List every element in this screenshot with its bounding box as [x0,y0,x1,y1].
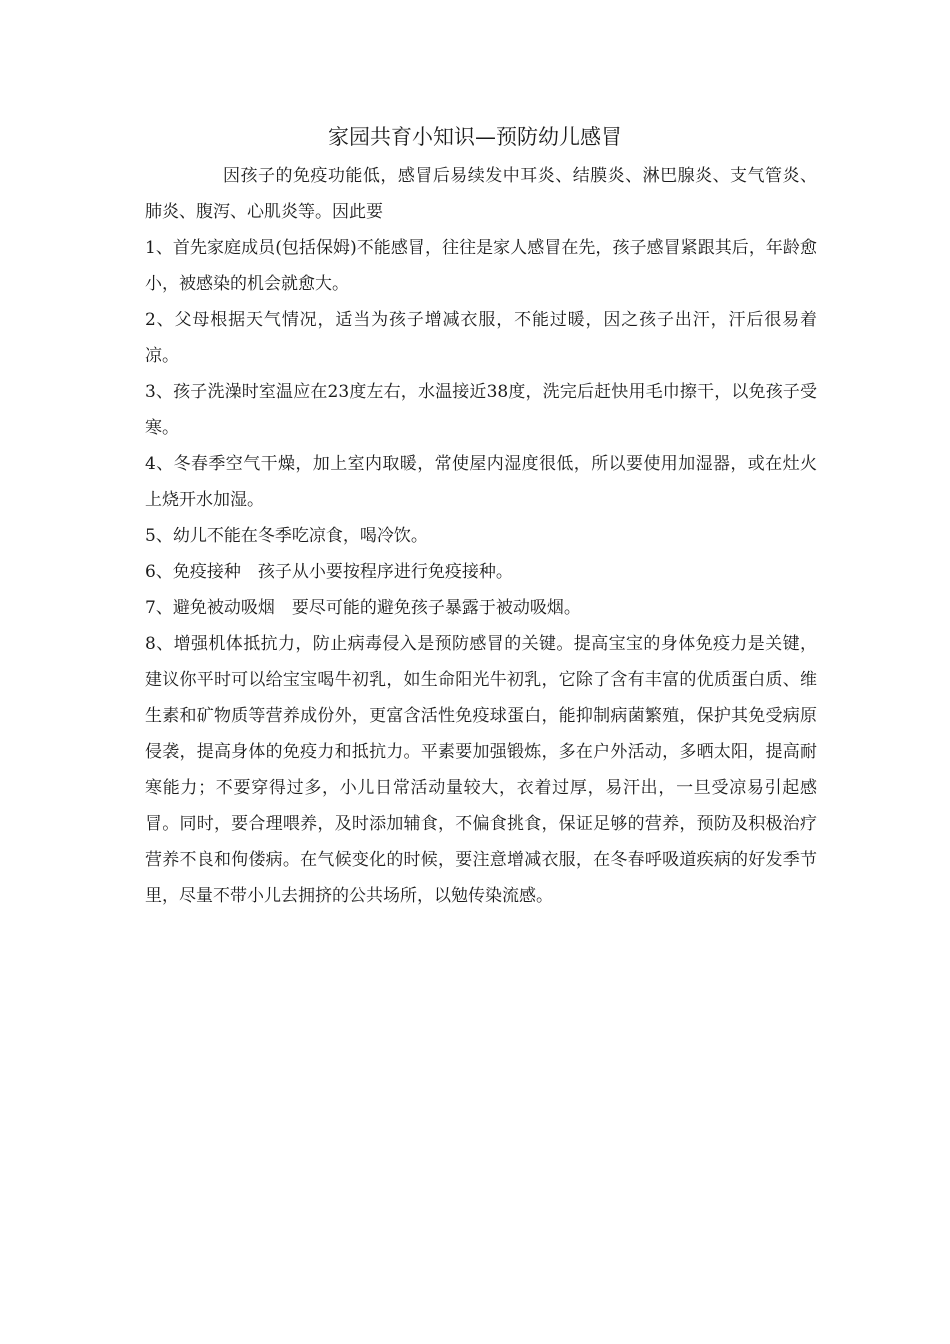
list-item-1: 1、首先家庭成员(包括保姆)不能感冒，往往是家人感冒在先，孩子感冒紧跟其后，年龄愈小，被感染的机会就愈大。 [145,238,817,294]
list-item-4: 4、冬春季空气干燥，加上室内取暖，常使屋内湿度很低，所以要使用加湿器，或在灶火上烧开水加湿。 [145,454,817,510]
list-item-7: 7、避免被动吸烟 要尽可能的避免孩子暴露于被动吸烟。 [145,598,581,618]
list-item-2: 2、父母根据天气情况，适当为孩子增减衣服，不能过暖，因之孩子出汗，汗后很易着凉。 [145,310,817,366]
list-item-3: 3、孩子洗澡时室温应在23度左右，水温接近38度，洗完后赶快用毛巾擦干，以免孩子受寒。 [145,382,817,438]
list-item-8: 8、增强机体抵抗力，防止病毒侵入是预防感冒的关键。提高宝宝的身体免疫力是关键，建议你平时可以给宝宝喝牛初乳，如生命阳光牛初乳，它除了含有丰富的优质蛋白质、维生素和矿物质等营养成份外，更富含活性免疫球蛋白，能抑制病菌繁殖，保护其免受病原侵袭，提高身体的免疫力和抵抗力。平素要加强锻炼，多在户外活动，多晒太阳，提高耐寒能力；不要穿得过多，小儿日常活动量较大，衣着过厚，易汗出，一旦受凉易引起感冒。同时，要合理喂养，及时添加辅食，不偏食挑食，保证足够的营养，预防及积极治疗营养不良和佝偻病。在气候变化的时候，要注意增减衣服，在冬春呼吸道疾病的好发季节里，尽量不带小儿去拥挤的公共场所，以勉传染流感。 [145,634,817,906]
list-item-6: 6、免疫接种 孩子从小要按程序进行免疫接种。 [145,562,513,582]
intro-paragraph: 因孩子的免疫功能低，感冒后易续发中耳炎、结膜炎、淋巴腺炎、支气管炎、肺炎、腹泻、心肌炎等。因此要 [145,166,817,222]
document-title: 家园共育小知识—预防幼儿感冒 [328,125,622,149]
list-item-5: 5、幼儿不能在冬季吃凉食，喝冷饮。 [145,526,428,546]
document-body [145,158,817,914]
